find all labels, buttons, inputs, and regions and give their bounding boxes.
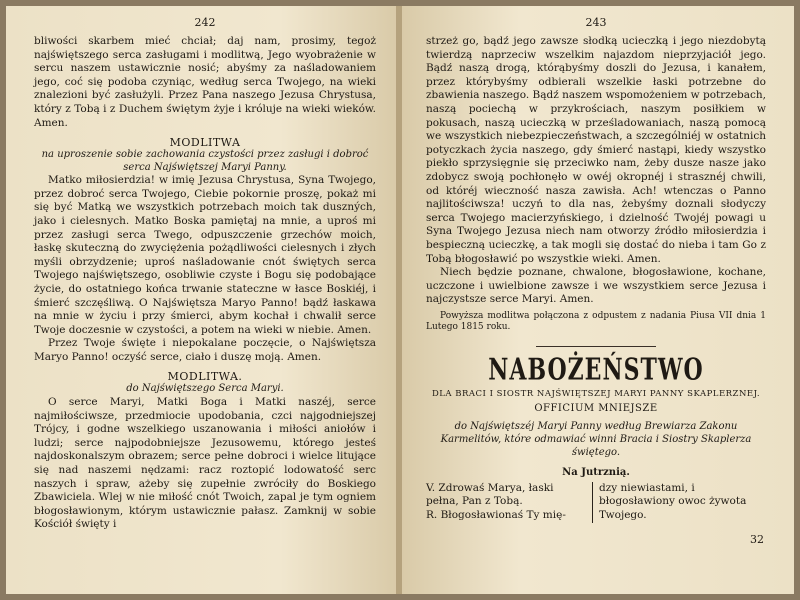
indulgence-note: Powyższa modlitwa połączona z odpustem z nadania Piusa VII dnia 1 Lutego 1815 roku. bbox=[426, 310, 766, 333]
chapter-subtitle: do Najświętszéj Maryi Panny według Brewiarza Zakonu Karmelitów, które odmawiać winni Bracia i Siostry Skaplerza świętego. bbox=[440, 420, 752, 458]
paragraph: strzeż go, bądź jego zawsze słodką ucieczką i jego niezdobytą twierdzą naprzeciw wszelkim najazdom nieprzyjaciół jego. Bądź naszą drogą, którąbyśmy doszli do Jezusa, i kanałem, przez którybyśmy odbierali wszelkie łaski potrzebne do zbawienia naszego. Bądź naszem wspomożeniem w potrzebach, naszą pociechą w przykrościach, naszym posiłkiem w pokusach, naszą ucieczką w prześladowaniach, naszą pomocą we wszystkich niebezpieczeństwach, a szczególniéj w ostatnich potyczkach życia naszego, gdy śmierć nastąpi, kiedy wszystko piekło sprzysięgnie się przeciwko nam, żeby dusze nasze jako zdobycz swoją pochłonęło w owéj okropnéj i strasznéj chwili, od któréj wieczność nasza zawisła. Ach! wtenczas o Panno najlitościwsza! uczyń to dla nas, żebyśmy doznali słodyczy serca Twojego macierzyńskiego, i dzielność Twojéj powagi u Syna Twojego Jezusa niech nam otworzy źródło miłosierdzia i bespieczną ucieczkę, a tak mogli się dostać do nieba i tam Go z Tobą błogosławić po wszystkie wieki. Amen. bbox=[426, 35, 766, 265]
office-heading: Na Jutrznią. bbox=[562, 466, 630, 478]
signature-mark: 32 bbox=[750, 533, 764, 546]
right-page bbox=[402, 6, 794, 594]
versicle-line: V. Zdrowaś Marya, łaski pełna, Pan z Tobą. bbox=[426, 481, 554, 508]
paragraph: Matko miłosierdzia! w imię Jezusa Chrystusa, Syna Twojego, przez dobroć serca Twojego, Ciebie pokornie proszę, pokaż mi się być Matką we wszystkich potrzebach moich tak duszných, jako i cielesnych. Matko Boska pamiętaj na mnie, a uproś mi przez zasługi serca Twego, odpuszczenie grzechów moich, łaskę skuteczną do zwyciężenia pożądliwości cielesnych i złych myśli obrzydzenie; uproś naśladowanie cnót świętych serca Twojego najświętszego, osobliwie czyste i Bogu się podobające życie, do ostatniego końca trwanie stateczne w łasce Boskiéj, i śmierć szczęśliwą. O Najświętsza Maryo Panno! bądź łaskawa na mnie w życiu i przy śmierci, abym kochał i chwalił serce Twoje doczesnie w czystości, a potem na wieki w niebie. Amen. bbox=[34, 174, 376, 336]
left-page bbox=[6, 6, 398, 594]
section-subtitle: na uproszenie sobie zachowania czystości przez zasługi i dobroć serca Najświętszej Maryi Panny. bbox=[41, 149, 369, 173]
paragraph: Niech będzie poznane, chwalone, błogosławione, kochane, uczczone i uwielbione zawsze i we wszystkiem serce Jezusa i najczystsze serce Maryi. Amen. bbox=[426, 266, 766, 306]
versicle-left-column bbox=[426, 482, 593, 523]
page-number-left: 242 bbox=[194, 16, 216, 29]
versicle-block bbox=[426, 482, 766, 523]
divider bbox=[536, 346, 656, 347]
section-subtitle: do Najświętszego Serca Maryi. bbox=[126, 383, 284, 395]
versicle-continuation: dzy niewiastami, i błogosławiony owoc żywota Twojego. bbox=[599, 481, 747, 522]
chapter-title: NABOŻEŃSTWO bbox=[488, 352, 704, 388]
section-heading: MODLITWA bbox=[169, 136, 241, 150]
versicle-right-column bbox=[593, 482, 766, 523]
paragraph: O serce Maryi, Matki Boga i Matki naszéj, serce najmiłościwsze, przedmiocie upodobania, czci najgodniejszej Trójcy, i godne wszelkiego uszanowania i miłości aniołów i ludzi; serce najpodobniejsze Jezusowemu, którego jesteś najdoskonalszym obrazem; serce pełne dobroci i wielce litujące się nad naszemi nędzami: racz roztopić lodowatość serc naszych i spraw, ażeby się zupełnie zwróciły do Boskiego Zbawiciela. Wlej w nie miłość cnót Twoich, zapal je tym ogniem błogosławionym, którym ustawicznie pałasz. Zamknij w sobie Kościół święty i bbox=[34, 395, 376, 531]
response-line: R. Błogosławionaś Ty mię- bbox=[426, 509, 566, 522]
paragraph: Przez Twoje święte i niepokalane poczęcie, o Najświętsza Maryo Panno! oczyść serce, ciało i duszę moją. Amen. bbox=[34, 337, 376, 363]
chapter-subheading: OFFICIUM MNIEJSZE bbox=[534, 402, 658, 414]
paragraph: bliwości skarbem mieć chciał; daj nam, prosimy, tegoż najświętszego serca zasługami i modlitwą, Jego wyobrażenie w sercu naszem ustawicznie nosić; abyśmy za naśladowaniem jego, coć się podoba czyniąc, według serca Twojego, na wieki znalezioni być zasłużyli. Przez Pana naszego Jezusa Chrystusa, który z Tobą i z Duchem świętym żyje i króluje na wieki wieków. Amen. bbox=[34, 35, 376, 129]
page-number-right: 243 bbox=[585, 16, 607, 29]
chapter-caption: DLA BRACI I SIOSTR NAJŚWIĘTSZEJ MARYI PANNY SKAPLERZNEJ. bbox=[431, 388, 761, 399]
section-heading: MODLITWA. bbox=[167, 370, 243, 384]
